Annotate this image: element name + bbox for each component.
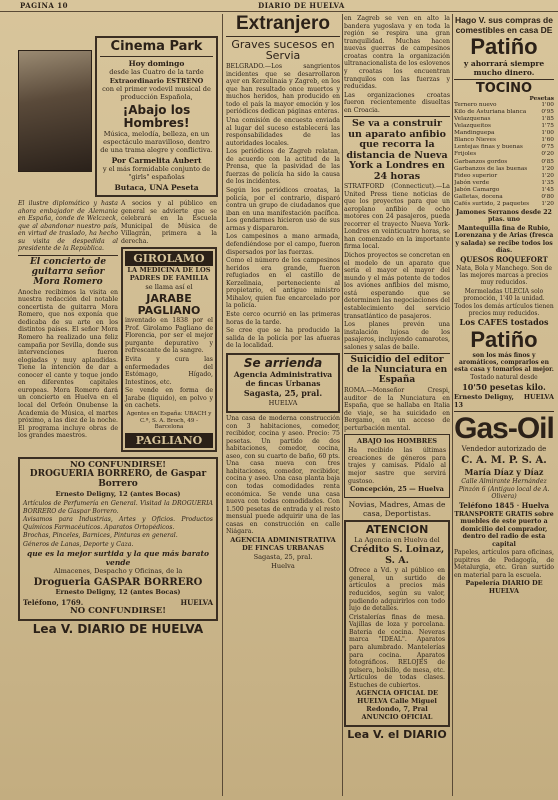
price-value: 1'85: [541, 116, 554, 123]
credito-items: Cristalerías finas de mesa. Vajillas de loza y porcelana. Bateria de cocina. Neveras marca "IDEAL". Aparatos para alumbrado. Mantelerías para cocina. Aparatos fotográficos. RELOJES de pulsera, bolsillo, de mesa, etc. Artículos de todas clases. Estuches de cubiertos.: [349, 613, 445, 689]
portrait-photo: [18, 50, 92, 172]
girolamo-line5: Se vende en forma de Jarabe (liquido), en polvo y en cachets.: [125, 387, 213, 410]
girolamo-brand: GIROLAMO: [125, 251, 213, 266]
price-row: [454, 159, 554, 166]
price-row: [454, 201, 554, 208]
price-value: 0'75: [541, 144, 554, 151]
mantequilla-text: Mantequilla fina de Rubio, Lorenzana y de Arias (fresca y salada) se recibe todos los días.: [454, 224, 554, 255]
price-value: 0'20: [541, 151, 554, 158]
price-value: 1'00: [541, 130, 554, 137]
concert-title: El concierto de guitarra señor Mora Romero: [29, 256, 107, 287]
column-divider: [452, 14, 453, 796]
price-value: 0'80: [541, 193, 554, 200]
agencia-city: Huelva: [271, 561, 295, 570]
anfibio-body3: Los planes prevén una instalación lujosa de los pasajeros, incluyendo camarotes, salones y salas de baile.: [344, 321, 450, 351]
price-row: [454, 130, 554, 137]
price-value: 1'00: [541, 102, 554, 109]
girolamo-line4: Evita y cura las enfermedades del Estómago, Hígado, Intestinos, etc.: [125, 355, 213, 386]
arrienda-addr: Sagasta, 25, pral.: [243, 388, 323, 399]
headline-servia: Graves sucesos en Servia: [231, 37, 335, 63]
cinema-park-ad: [95, 36, 218, 197]
cafes-body: son los más finos y aromáticos, comprarlos en esta casa y tomarlos al mejor.: [454, 351, 554, 374]
price-item: Velazquenas: [454, 116, 491, 123]
column-3: [344, 14, 450, 796]
girolamo-product: JARABE PAGLIANO: [137, 292, 201, 317]
drogueria-item-4: Géneros de Lanas, Deporte y Caza.: [23, 540, 134, 548]
price-item: Velazqueitos: [454, 123, 491, 130]
credito-body: Ofrece a Vd. y al público en general, un surtido de artículos a precios más reducidos, según su valor, pudiendo adquirirlos con todo lujo de detalles.: [349, 567, 445, 613]
patino-logo: Patiño: [470, 34, 538, 60]
drogueria-name: Drogueria GASPAR BORRERO: [33, 577, 203, 589]
servia-p5: Los campesinos a mano armada, defendiéndose por el campo, fueron dispersados por las fuerzas.: [226, 233, 340, 256]
price-item: Jabón Camargo: [454, 186, 500, 193]
cinema-title: Cinema Park: [110, 39, 203, 54]
cinema-price: Butaca, UNA Peseta: [114, 182, 199, 192]
patino-city: HUELVA: [523, 393, 554, 402]
tocino-title: TOCINO: [475, 81, 533, 97]
girolamo-footer: PAGLIANO: [125, 433, 213, 448]
girolamo-line2: se llama así el: [145, 283, 193, 292]
page-number: PAGINA 10: [20, 1, 68, 10]
photo-section: [18, 14, 92, 199]
drogueria-city: HUELVA: [180, 598, 213, 608]
price-value: 0'85: [541, 158, 554, 165]
atencion-title: ATENCION: [365, 522, 429, 536]
todos-text: Todos los demás artículos tienen precios muy reducidos.: [454, 302, 554, 318]
column-2: [226, 14, 340, 796]
servia-p7: Este cerco ocurrió en las primeras horas de la tarde.: [226, 311, 340, 326]
papeleria-title: Papelería DIARIO DE HUELVA: [465, 579, 543, 596]
abajo-body: Ha recibido las últimas creaciones de géneros para trajes y camisas. Pídalo al mejor sastre que servirá gustoso.: [348, 447, 446, 485]
drogueria-tel: Teléfono, 1769.: [23, 598, 84, 608]
right-stories: [121, 199, 217, 454]
cinema-line4: con el primer vodevil musical de producción Española,: [102, 85, 211, 102]
servia-p2: Una comisión de encuesta enviada al lugar del suceso establecerá las responsabilidades de las autoridades locales.: [226, 116, 340, 147]
column-divider: [342, 14, 343, 796]
novias-text: Novias, Madres, Amas de casa, Deportistas.: [348, 499, 446, 518]
price-item: Lentejas finas y buenas: [454, 144, 523, 151]
agencia-addr: Sagasta, 25, pral.: [253, 552, 313, 561]
price-item: Blanco Nieves: [454, 137, 496, 144]
price-value: 1'20: [541, 165, 554, 172]
price-item: Galletas, docena: [454, 193, 503, 200]
abajo-ad: [344, 434, 450, 498]
ventas-list: Una casa de moderna construcción con 3 habitaciones, comedor, recibidor, cocina y aseo. Precio: 75 pesetas. Un partido de dos habitaciones, comedor, cocina, aseo, con su cuarto de baño, 60 pts. Una casa nueva con tres habitaciones, comedor, recibidor, cocina y aseo. Una casa planta baja con todas comodidades renta económica. Se vende una casa nueva con todas comodidades. Con 1.500 pesetas de entrada y el resto mensual puede adquirir una de las casas en construcción en calle Niágara.: [226, 414, 340, 536]
price-item: Kilo de Asturiana blanca: [454, 109, 527, 116]
credito-sub: La Agencia en Huelva del: [354, 535, 440, 544]
price-value: 1'20: [541, 200, 554, 207]
concert-body: Anoche recibimos la visita en nuestra redacción del notable concertista de guitarra Mora Romero, que nos exponía que dedicaba de su arte en los distintos países. El señor Mora Romero ha realizado una feliz campaña por Sevilla, donde sus intervenciones fueron elogiadas y muy aplaudidas. Tiene la intención de dar a conocer el cante y toque jondo en diferentes capitales europeas. Mora Romero dará un concierto en Huelva en el local del Orfeón Onubense la Academia de Música, el martes próximo, a las diez de la noche. El programa incluye obras de los grandes maestros.: [18, 288, 118, 440]
jamones-text: Jamones Serranos desde 22 ptas. uno: [456, 208, 552, 224]
gasoil-calle: Calle Almirante Hernández Pinzón 6 (Antiguo local de A. Olivera): [458, 478, 550, 501]
section-extranjero: Extranjero: [236, 14, 330, 34]
price-row: [454, 180, 554, 187]
agencia-footer: AGENCIA ADMINISTRATIVA DE FINCAS URBANAS: [230, 535, 336, 552]
campsa: C. A. M. P. S. A.: [461, 454, 547, 466]
drogueria-item-3: Brochas, Pinceles, Barnices, Pinturas en general.: [23, 532, 178, 540]
cinema-line2: desde las Cuatro de la tarde: [109, 67, 204, 76]
price-row: [454, 137, 554, 144]
suicidio-body: ROMA.—Monseñor Crespi, auditor de la Nunciatura en España, que se hallaba en Italia de viaje, se ha suicidado en Bergamo, en un acceso de perturbación mental.: [344, 386, 450, 432]
girolamo-line3: inventado en 1838 por el Prof. Girolamo Pagliano de Florencia, por ser el mejor purgante depurativo y refrescante de la sangre.: [125, 317, 213, 355]
top-section: [18, 14, 218, 199]
lea-diario-col3: Lea V. el DIARIO: [347, 727, 447, 741]
anfibio-body: STRATFORD (Connecticut).—La United Press tiene noticias de que los proyectos para que un aeroplano anfibio de ocho motores con 24 pasajeros, pueda recorrer el trayecto Nueva York-Londres en veinticuatro horas, se han comenzado en la importante firma local.: [344, 182, 450, 251]
aviso-text: A socios y al público en general se advierte que se celebrará en la Escuela Municipal de Música de Villagrán, primera a la derecha.: [121, 199, 217, 245]
price-item: Ternero nuevo: [454, 102, 497, 109]
headline-anfibio: Se va a construir un aparato anfibio que recorra la distancia de Nueva York a Londres en 24 horas: [346, 118, 448, 182]
drogueria-ad: [18, 457, 218, 621]
gasoil-by: Vendedor autorizado de: [461, 445, 547, 454]
paper-name: DIARIO DE HUELVA: [258, 1, 345, 10]
servia-p6: Como el número de los campesinos heridos era grande, fueron refugiados en el castillo de Kerzelinaia, perteneciente al propietario, el antiguo ministro Mihalov, quien fue encarcelado por la policía.: [226, 257, 340, 310]
price-value: 1'60: [541, 137, 554, 144]
credito-addr: AGENCIA OFICIAL DE HUELVA Calle Miguel Redondo, 7, Pral ANUNCIO OFICIAL: [355, 689, 439, 722]
price-item: Garbanzos de las buenas: [454, 165, 528, 172]
se-arrienda-ad: [226, 353, 340, 413]
zagreb-text: en Zagreb se ven en alto la bandera yugoslava y en toda la región se respira una gran tranquilidad. Muchas hacen nuevas guerras de campesinos croatas contra la organización ultranacionalista de los eslovenos y croatas los encuentran tranquilos con las fuerzas y reducidas.: [344, 15, 450, 91]
cinema-line3: Extraordinario ESTRENO: [109, 76, 204, 85]
price-value: 1'20: [541, 172, 554, 179]
price-row: [454, 187, 554, 194]
column-4: [454, 14, 554, 796]
price-row: [454, 123, 554, 130]
price-value: 1'35: [541, 179, 554, 186]
cinema-film: ¡Abajo los Hombres!: [122, 103, 191, 130]
patino-sub: y ahorrará siempre mucho dinero.: [463, 59, 545, 78]
gasoil-title: Gas-Oil: [454, 412, 554, 446]
patino-logo-2: Patiño: [470, 326, 538, 352]
transporte-text: TRANSPORTE GRATIS sobre muebles de este puerto a domicilio del comprador, dentro del radio de esta capital: [454, 510, 554, 548]
maria-diaz: María Díaz y Díaz: [464, 466, 544, 477]
arrienda-city: HUELVA: [268, 399, 298, 408]
price-list: [454, 102, 554, 208]
price-row: [454, 173, 554, 180]
middle-section: [18, 199, 218, 454]
servia-p4: Según los periódicos croatas, la policía, por el contrario, disparó contra un grupo de ciudadanos que iban en una manifestación pacífica. Los gendarmes hicieron uso de sus armas y dispararon.: [226, 187, 340, 232]
precios-title: Pesetas: [529, 96, 554, 103]
price-item: Mandinguepa: [454, 130, 495, 137]
patino-top: Hago V. sus compras de comestibles en casa DE: [455, 15, 553, 36]
noconf-bottom: NO CONFUNDIRSE!: [69, 606, 167, 617]
arrienda-title: Se arrienda: [243, 355, 323, 370]
price-row: [454, 194, 554, 201]
cafes-title: Los CAFES tostados: [459, 317, 549, 328]
price-item: Jabón verde: [454, 179, 490, 186]
papeleria-body: Papeles, artículos para oficinas, pupitres de Pedagogía, de Metalurgia, etc. Gran surtido en material para la escuela.: [454, 549, 554, 579]
credito-name: Crédito S. Loinaz, S. A.: [349, 544, 445, 566]
gasoil-tel: Teléfono 1845 · Huelva: [458, 500, 550, 510]
abajo-title: ABAJO los HOMBRES: [357, 437, 437, 446]
price-row: [454, 102, 554, 109]
noconf-top: NO CONFUNDIRSE!: [69, 460, 167, 471]
anfibio-body2: Dichos proyectos se concretan en el modelo de un aparato que sería el mayor el mayor del mundo y el más potente de todos los aviones anfibios del mismo, está esperando que se determinen las negociaciones del establecimiento del servicio transatlántico de pasajeros.: [344, 252, 450, 320]
mermeladas-text: Mermeladas ULECIA solo promoción, 1'40 la unidad.: [463, 287, 545, 302]
arrienda-agency: Agencia Administrativa de fincas Urbanas: [233, 370, 333, 389]
girolamo-agents: Agentes en España: UBACH y C.ª, S. A. Broch, 49 - Barcelona: [126, 410, 212, 431]
price-row: [454, 116, 554, 123]
price-row: [454, 109, 554, 116]
abajo-addr: Concepción, 25 — Huelva: [350, 485, 444, 494]
price-value: 0'95: [541, 109, 554, 116]
column-divider: [222, 14, 223, 796]
drogueria-addr2: Ernesto Deligny, 12 (antes Bocas): [55, 588, 181, 597]
zagreb-text2: Las organizaciones croatas fueron recientemente disueltas en Croacia.: [344, 91, 450, 114]
drogueria-addr: Ernesto Deligny, 12 (antes Bocas): [55, 490, 181, 499]
price-value: 1'75: [541, 123, 554, 130]
cinema-by: Por Carmelita Aubert: [111, 156, 202, 166]
price-item: Cafés surtido, 2 paquetes: [454, 200, 530, 207]
cinema-by2: y el más formidable conjunto de "girls" españolas: [102, 165, 211, 182]
servia-p8: Se cree que se ha producido la salida de la policía por las afueras de la localidad.: [226, 327, 340, 350]
cinema-desc: Música, melodía, belleza, en un espectáculo maravilloso, dentro de una trama alegre y conflictiva.: [100, 130, 213, 155]
price-row: [454, 151, 554, 158]
page-header: [0, 0, 558, 12]
drogueria-quote: que es la mejor surtida y la que más barato vende: [26, 549, 210, 568]
drogueria-sub: Almacenes, Despacho y Oficinas, de la: [53, 567, 183, 576]
patino-footer: [454, 393, 554, 409]
quesos-body: Nata, Bola y Manchego. Son de las mejores marcas a precios muy reducidos.: [456, 264, 552, 287]
price-row: [454, 144, 554, 151]
price-row: [454, 166, 554, 173]
girolamo-line1: LA MEDICINA DE LOS PADRES DE FAMILIA: [127, 266, 211, 283]
cinema-line1: Hoy domingo: [128, 58, 185, 68]
lea-diario-col1: Lea V. DIARIO DE HUELVA: [32, 621, 204, 636]
servia-p1: BELGRADO.—Los sangrientos incidentes que se desarrollaron ayer en Kerzelinaia y Zagreb, en los que han resultado once muertos y muchos heridos, han producido en todo el país la mayor emoción y los periódicos dedican páginas enteras.: [226, 63, 340, 116]
servia-p3: Los periódicos de Zagreb relatan, de acuerdo con la actitud de la Prensa, que la pasividad de las fuerzas de policía ha sido la causa de los incidentes.: [226, 148, 340, 186]
credito-ad: [344, 520, 450, 727]
drogueria-item-2: Avisamos para Industrias, Artes y Oficios. Productos Químicos Farmacéuticos. Aparatos Ortopédicos.: [23, 516, 213, 531]
tostado-text: Tostado natural desde: [470, 374, 538, 382]
photo-caption: El ilustre diplomático y hasta ahora embajador de Alemania en España, conde de Welczeck, que al abandonar nuestro país, en virtud de traslado, ha hecho su visita de despedida al presidente de la República.: [18, 199, 118, 253]
drogueria-item-1: Artículos de Perfumería en General. Visitad la DROGUERIA BORRERO de Gaspar Borrero.: [23, 500, 213, 515]
price-item: Fideo superior: [454, 172, 498, 179]
girolamo-ad: [121, 247, 217, 452]
quesos-title: QUESOS ROQUEFORT: [460, 254, 548, 264]
column-1: [18, 14, 218, 796]
left-stories: [18, 199, 118, 454]
price-value: 1'45: [541, 186, 554, 193]
headline-suicidio: Suicidio del editor de la Nunciatura en España: [346, 355, 448, 386]
precio-cafe: 10'50 pesetas kilo.: [462, 381, 546, 392]
page-header-spacer: [535, 1, 538, 10]
drogueria-title: DROGUERIA BORRERO, de Gaspar Borrero: [29, 469, 207, 490]
price-item: Frijoles: [454, 151, 477, 158]
price-item: Garbanzos gordos: [454, 158, 508, 165]
patino-addr: Ernesto Deligny, 13: [454, 393, 514, 410]
